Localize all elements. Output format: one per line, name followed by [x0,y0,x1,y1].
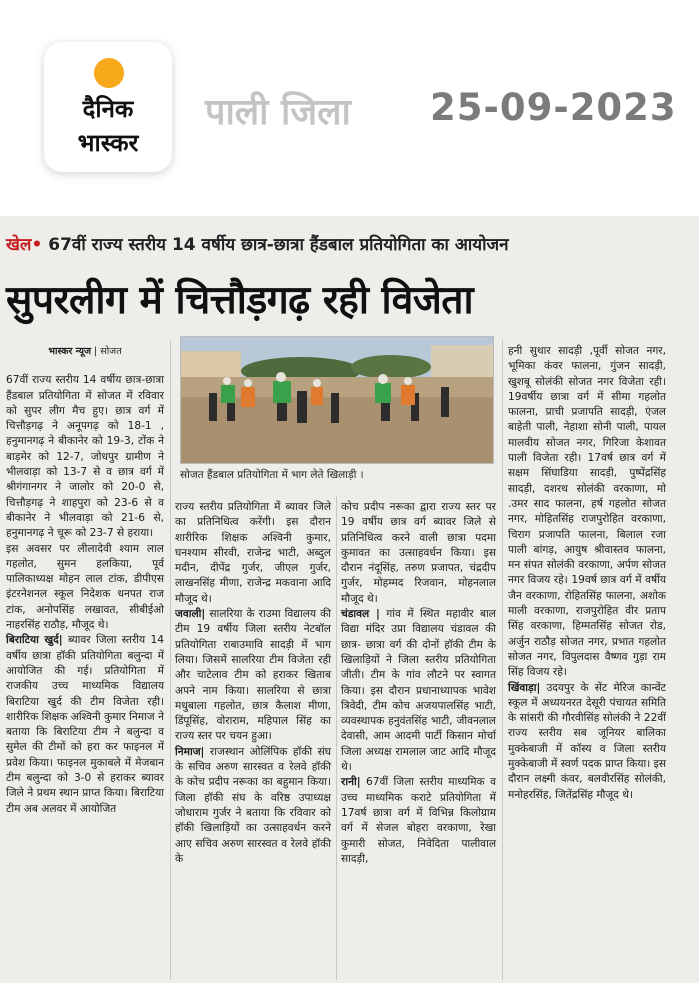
paragraph [341,500,496,607]
dateline: बिराटिया खुर्द| [6,634,63,647]
article-column-1 [6,344,164,817]
logo-line-2: भास्कर [77,129,139,157]
paragraph [6,373,164,541]
paragraph [508,344,666,681]
paragraph [6,542,164,634]
paragraph-text: कोच प्रदीप नरूका द्वारा राज्य स्तर पर 19 वर्षीय छात्र वर्ग ब्यावर जिले से प्रतिनिधित्व करने वाली छात्रा पदमा कुमावत का उत्साहवर्धन किया। इस दौरान नंदूसिंह, तरुण प्रजापत, चंद्रदीप गुर्जर, मोहम्मद रिजवान, मोहनलाल मौजूद थे। [341,501,496,605]
paragraph-text: 67वीं राज्य स्तरीय 14 वर्षीय छात्र-छात्रा हैंडबाल प्रतियोगिता में सोजत में रविवार को सुपर लीग मैच हुए। छात्र वर्ग में चित्तौड़गढ़ ने अनूपगढ़ को 18-1 , हनुमानगढ़ ने बीकानेर को 19-3, टोंक ने बाड़मेर को 12-7, जोधपुर ग्रामीण ने भीलवाड़ा को 13-7 से व छात्र वर्ग में श्रीगंगानगर ने जालोर को 20-0 से, चित्तौड़गढ़ ने शाहपुरा को 23-6 से व बीकानेर ने भीलवाड़ा को 21-6 से, हनुमानगढ़ ने चूरू को 23-7 से हराया। [6,374,164,540]
dateline: निमाज| [175,745,205,758]
sun-icon [94,58,124,88]
paragraph-text: 67वीं जिला स्तरीय माध्यमिक व उच्च माध्यमिक कराटे प्रतियोगिता में 17वर्ष छात्रा वर्ग में विभिन्न किलोग्राम वर्ग में सेजल बोहरा वरकाणा, रेखा कुमारी सोजत, निवेदिता पालीवाल सादड़ी, [341,776,496,865]
paragraph-text: राज्य स्तरीय प्रतियोगिता में ब्यावर जिले का प्रतिनिधित्व करेंगी। इस दौरान शारीरिक शिक्षक अश्विनी कुमार, घनश्याम सीरवी, राजेन्द्र भाटी, अब्दुल मदीन, दीपेंद्र गुर्जर, जीएल गुर्जर, लाखनसिंह मीणा, राजेन्द्र मकवाना आदि मौजूद थे। [175,501,331,605]
photo-caption: सोजत हैंडबाल प्रतियोगिता में भाग लेते खिलाड़ी । [180,469,364,481]
logo-line-1: दैनिक [82,95,134,123]
edition-date: 25-09-2023 [430,86,677,129]
paragraph-text: सालरिया के राउमा विद्यालय की टीम 19 वर्षीय जिला स्तरीय नेटबॉल प्रतियोगिता राबाउमावि सादड़ी में भाग लिया। जिसमें सालरिया टीम विजेता रही और चाटेलाव टीम को हराकर खिताब अपने नाम किया। सालरिया से छात्रा मधुबाला गहलोत, छात्र कैलाश मीणा, डिंपूसिंह, वोराराम, महिपाल सिंह का राज्य स्तर पर चयन हुआ। [175,608,331,743]
district-label: पाली जिला [205,92,351,133]
article-column-4 [508,344,666,803]
paragraph [175,500,331,607]
paragraph [341,775,496,867]
dateline: जवाली| [175,608,206,621]
paragraph-text: हनी सुथार सादड़ी ,पूर्वी सोजत नगर, भूमिका कंवर फालना, गुंजन सादड़ी, खुशबू सोलंकी सोजत नगर विजेता रही। 19वर्षीय छात्रा वर्ग में सीमा गहलोत फालना, प्राची प्रजापति सादड़ी, एंजल बाहेती पाली, नेहाशा सोनी पाली, पायल मालवीय सोजत नगर, गिरिजा केशावत पाली विजेता रही। 17वर्ष छात्र वर्ग में सक्षम सिंघाडिया सादड़ी, पुष्पेंद्रसिंह सादड़ी, दशरथ सोलंकी वरकाणा, मो .उमर साद फालना, हर्ष गहलोत सोजत नगर, मोहितसिंह राजपुरोहित वरकाणा, चिराग प्रजापति फालना, बिलाल रजा पाली बांगड़, आयुष श्रीवास्तव फालना, मन संपत सोलंकी वरकाणा, अर्पण सोजत नगर विजय रहे। 19वर्ष छात्र वर्ग में वर्षीय जैन वरकाणा, रोहितसिंह फालना, अशोक माली वरकाणा, राजपुरोहित वीर प्रताप सिंह वरकाणा, हिम्मतसिंह सोजत रोड, अर्जुन राठौड़ सोजत नगर, प्रभात गहलोत सोजत नगर, विपुलदास वैष्णव गुड़ा राम सिंह विजय रहे। [508,345,666,679]
dateline: रानी| [341,776,361,789]
article-column-3 [341,500,496,867]
category-label: खेल [6,235,32,255]
paragraph [6,633,164,817]
paragraph-text: ब्यावर जिला स्तरीय 14 वर्षीय छात्रा हॉकी प्रतियोगिता बलुन्दा में आयोजित की गई। प्रतियोगिता में राजकीय उच्च माध्यमिक विद्यालय बिराटिया खुर्द की टीम विजेता रही। शारीरिक शिक्षक अश्विनी कुमार निमाज ने बताया कि बिराटिया टीम ने बलुन्दा व सुमेल की टीमों को हरा कर फाइनल में प्रवेश किया। फाइनल मुकाबले में मेजबान टीम बलुन्दा को 3-0 से हराकर ब्यावर जिले ने प्रथम स्थान प्राप्त किया। बिराटिया टीम अब अलवर में आयोजित [6,634,164,815]
dateline: चंडावल | [341,608,380,621]
paragraph-text: राजस्थान ओलिंपिक हॉकी संघ के सचिव अरुण सारस्वत व रेलवे हॉकी के कोच प्रदीप नरूका का बहुमान किया। जिला हॉकी संघ के वरिष्ठ उपाध्यक्ष जोधाराम गुर्जर ने बताया कि रविवार को हॉकी खिलाड़ियों का उत्साहवर्धन करने आए सचिव अरुण सारस्वत व रेलवे हॉकी के [175,745,331,865]
paragraph [175,745,331,867]
kicker-text: 67वीं राज्य स्तरीय 14 वर्षीय छात्र-छात्रा हैंडबाल प्रतियोगिता का आयोजन [48,235,509,255]
article-column-2 [175,500,331,867]
paragraph-text: गांव में स्थित महावीर बाल विद्या मंदिर उप्रा विद्यालय चंडावल की छात्र- छात्रा वर्ग की दोनों हॉकी टीम के खिलाड़ियों ने जिला स्तरीय प्रतियोगिता जीती। टीम के गांव लौटने पर स्वागत किया। इस दौरान प्रधानाध्यापक भावेश त्रिवेदी, टीम कोच अजयपालसिंह भाटी, व्यवस्थापक हनुवंतसिंह भाटी, जीवनलाल देवासी, आम आदमी पार्टी किसान मोर्चा जिला अध्यक्ष रामलाल जाट आदि मौजूद थे। [341,608,496,774]
paragraph [341,607,496,775]
paragraph-text: इस अवसर पर लीलादेवी श्याम लाल गहलोत, सुमन हलकिया, पूर्व पालिकाध्यक्ष मोहन लाल टांक, डीपीएस इंटरनेशनल स्कूल निदेशक धनपत राज टांक, अनोपसिंह लखावत, सीबीईओ नाहरसिंह राठौड़, मौजूद थे। [6,542,164,632]
photo-image [181,337,493,463]
byline: भास्कर न्यूज | सोजत [48,346,122,357]
article-headline: सुपरलीग में चित्तौड़गढ़ रही विजेता [6,278,474,323]
article-kicker: खेल• 67वीं राज्य स्तरीय 14 वर्षीय छात्र-छात्रा हैंडबाल प्रतियोगिता का आयोजन [6,235,509,255]
clipping-header [0,0,699,200]
dainik-bhaskar-logo [44,42,172,172]
paragraph-text: उदयपुर के सेंट मेरिज कान्वेंट स्कूल में अध्ययनरत देसूरी पंचायत समिति के सांसरी की गौरवीसिंह सोलंकी ने 22वीं राज्य स्तरीय सब जूनियर बालिका मुक्केबाजी में कॉस्य व जिला स्तरीय मुक्केबाजी में स्वर्ण पदक प्राप्त किया। इस दौरान लक्ष्मी कंवर, बलवीरसिंह सोलंकी, मनोहरसिंह, जितेंद्रसिंह मौजूद थे। [508,681,666,801]
paragraph [508,681,666,803]
handball-match-photo [180,336,494,464]
paragraph [175,607,331,745]
dateline: खिंवाड़ा| [508,681,541,694]
